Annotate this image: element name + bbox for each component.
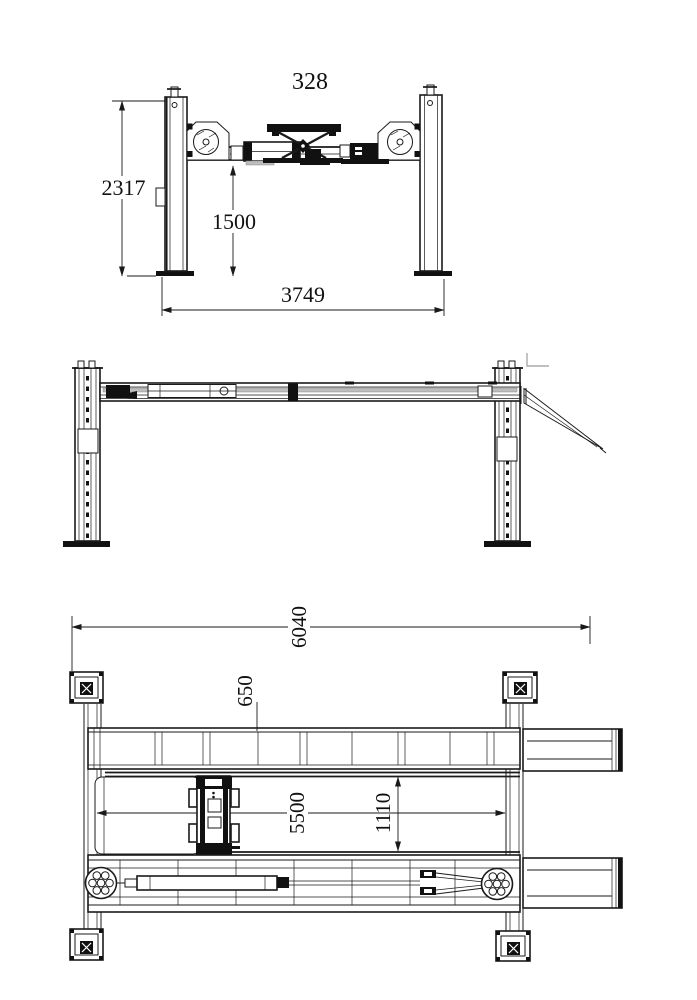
rolling-jack [189, 776, 240, 855]
side-ramp [521, 386, 606, 453]
dim-jack-width [292, 69, 328, 95]
dim-1500-label: 1500 [212, 209, 256, 234]
power-unit-box [156, 188, 165, 206]
side-right-base [484, 541, 531, 547]
dim-track-gap [371, 777, 398, 851]
corner-artifact [527, 353, 549, 366]
plan-bottom-runway [86, 855, 521, 912]
side-left-column [72, 361, 103, 541]
dim-3749-label: 3749 [281, 282, 325, 307]
post-pad-top-left [70, 672, 103, 703]
dim-1110-label: 1110 [371, 792, 395, 834]
dim-6040-label: 6040 [287, 606, 311, 648]
front-view [101, 69, 452, 316]
left-sheave-cluster [86, 868, 117, 899]
dim-328-label: 328 [292, 69, 328, 95]
post-pad-bottom-left [70, 929, 103, 960]
front-right-post [420, 85, 442, 271]
plan-top-runway [88, 728, 520, 769]
right-sheave-housing [378, 122, 420, 160]
dim-base-span [162, 277, 444, 316]
side-runway [100, 382, 520, 402]
left-sheave-housing [187, 122, 229, 160]
latch-box [78, 429, 98, 453]
side-view [63, 353, 606, 547]
side-left-base [63, 541, 110, 547]
dim-overall-length [72, 599, 590, 671]
dim-lift-height [211, 166, 257, 276]
latch-box [497, 437, 517, 461]
dim-5500-label: 5500 [285, 792, 309, 834]
dim-650-label: 650 [233, 675, 257, 707]
cross-beam-housing [95, 777, 200, 854]
dim-runway-width [233, 675, 257, 731]
plan-view [70, 599, 623, 961]
bottom-ramp [523, 858, 623, 908]
top-ramp [523, 729, 623, 771]
post-pad-bottom-right [496, 931, 530, 961]
front-left-post [156, 87, 187, 271]
right-sheave-cluster [482, 869, 513, 900]
jack-platform [267, 124, 341, 132]
dim-2317-label: 2317 [101, 175, 146, 200]
post-pad-top-right [503, 672, 537, 703]
